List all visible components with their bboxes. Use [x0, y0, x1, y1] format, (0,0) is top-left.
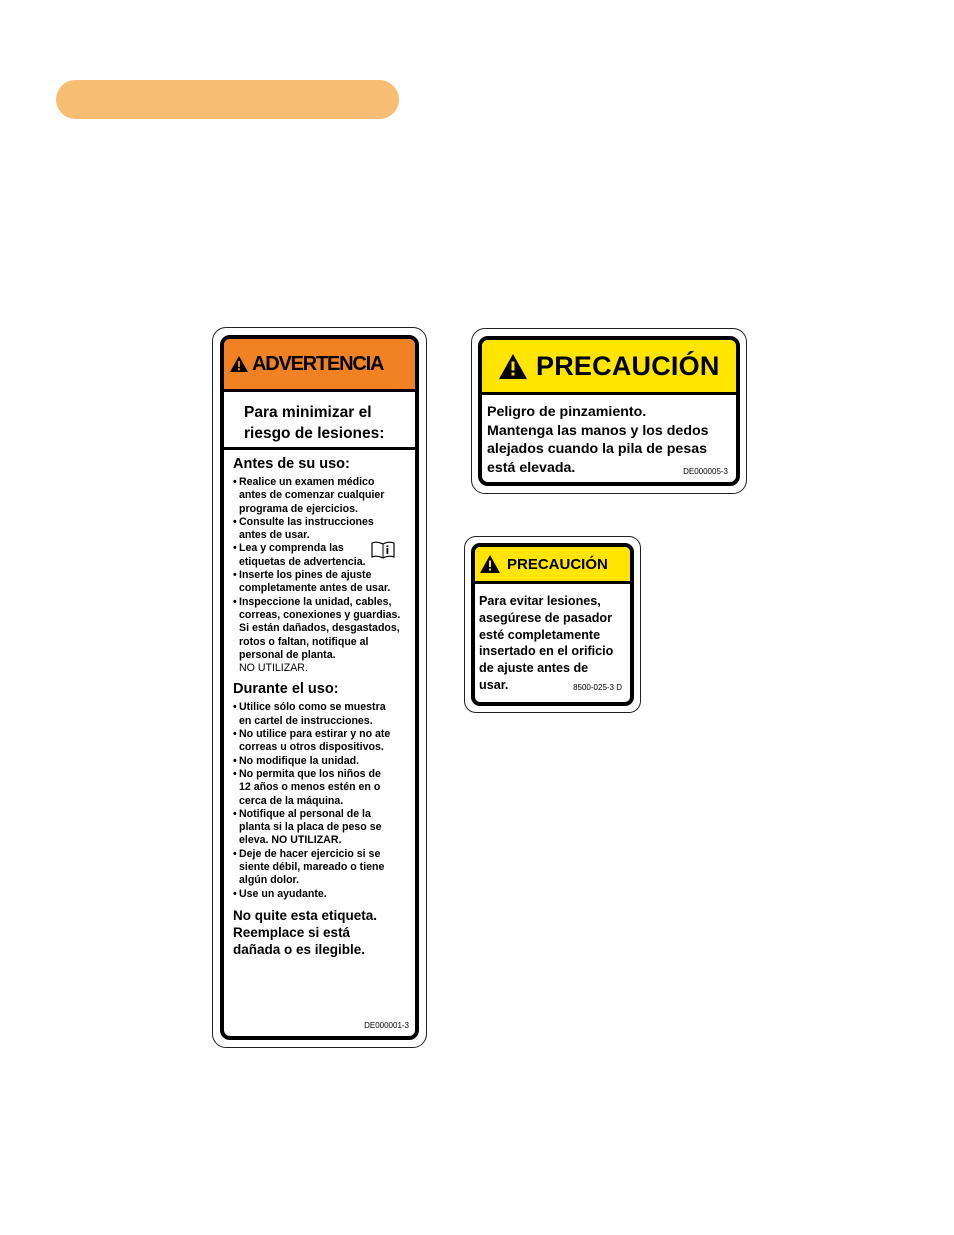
list-item: • No modifique la unidad. — [233, 754, 360, 767]
list-item: • Utilice sólo como se muestra — [233, 701, 386, 714]
caution-small-body — [475, 584, 630, 694]
during-use-list — [233, 701, 405, 900]
caution-label-small-frame — [471, 543, 634, 706]
list-item: antes de usar. — [239, 529, 310, 542]
during-use-heading: Durante el uso: — [233, 681, 339, 698]
list-item: • Deje de hacer ejercicio si se — [233, 847, 381, 860]
list-item: cerca de la máquina. — [239, 794, 344, 807]
list-item: personal de planta. — [239, 648, 336, 661]
list-item: en cartel de instrucciones. — [239, 714, 373, 727]
list-item: • Notifique al personal de la — [233, 807, 371, 820]
before-use-list — [233, 476, 405, 675]
caution-text-line: asegúrese de pasador — [479, 610, 612, 625]
warning-label — [212, 327, 427, 1048]
list-item: programa de ejercicios. — [239, 502, 358, 515]
caution-label-large — [471, 328, 747, 494]
list-item: rotos o faltan, notifique al — [239, 635, 369, 648]
warning-subtitle-line: Para minimizar el — [244, 404, 372, 421]
list-item: Si están dañados, desgastados, — [239, 622, 400, 635]
caution-text-line: insertado en el orificio — [479, 644, 614, 659]
list-item: correas u otros dispositivos. — [239, 741, 384, 754]
list-item: antes de comenzar cualquier — [239, 489, 385, 502]
warning-label-frame — [220, 335, 419, 1040]
caution-text-line: está elevada. — [487, 459, 576, 476]
warning-triangle-icon — [229, 355, 249, 373]
list-item: 12 años o menos estén en o — [239, 781, 381, 794]
caution-title: PRECAUCIÓN — [536, 350, 720, 381]
list-item: algún dolor. — [239, 874, 300, 887]
warning-footer-line: No quite esta etiqueta. — [233, 907, 378, 923]
caution-text-line: Para evitar lesiones, — [479, 594, 601, 608]
caution-label-large-frame — [478, 336, 740, 486]
list-item: • Inserte los pines de ajuste — [233, 569, 372, 582]
caution-text-line: Mantenga las manos y los dedos — [487, 422, 709, 439]
caution-small-code: 8500-025-3 D — [573, 683, 622, 692]
caution-text-line: alejados cuando la pila de pesas — [487, 441, 707, 457]
list-item: etiquetas de advertencia. — [239, 555, 366, 568]
caution-title: PRECAUCIÓN — [507, 555, 608, 573]
list-item: NO UTILIZAR. — [239, 662, 308, 675]
list-item: • Realice un examen médico — [233, 476, 375, 488]
warning-subtitle — [224, 392, 415, 450]
list-item: • No permita que los niños de — [233, 767, 381, 780]
list-item: completamente antes de usar. — [239, 582, 391, 595]
list-item: siente débil, mareado o tiene — [239, 861, 385, 874]
section-tab-pill — [56, 80, 399, 119]
warning-footer-line: dañada o es ilegible. — [233, 941, 366, 957]
list-item: • Consulte las instrucciones — [233, 515, 374, 528]
warning-footer-line: Reemplace si está — [233, 924, 351, 940]
warning-footer — [233, 907, 405, 958]
caution-label-small — [464, 536, 641, 713]
caution-text-line: usar. — [479, 677, 509, 692]
list-item: • Use un ayudante. — [233, 887, 327, 900]
list-item: • Lea y comprenda las — [233, 542, 405, 555]
list-item: eleva. NO UTILIZAR. — [239, 834, 342, 847]
list-item: correas, conexiones y guardias. — [239, 608, 401, 621]
list-item: planta si la placa de peso se — [239, 821, 382, 834]
list-item: • Inspeccione la unidad, cables, — [233, 595, 392, 608]
warning-body — [224, 450, 415, 958]
caution-large-code: DE000005-3 — [683, 467, 728, 476]
caution-text-line: esté completamente — [479, 627, 601, 642]
caution-large-body — [482, 395, 736, 477]
warning-triangle-icon — [498, 353, 528, 380]
warning-title: ADVERTENCIA — [252, 352, 384, 375]
before-use-heading: Antes de su uso: — [233, 456, 350, 472]
caution-text-line: de ajuste antes de — [479, 661, 589, 676]
warning-subtitle-line: riesgo de lesiones: — [244, 425, 385, 442]
caution-header — [475, 547, 630, 584]
warning-triangle-icon — [479, 554, 501, 574]
caution-text-line: Peligro de pinzamiento. — [487, 404, 647, 420]
caution-header — [482, 340, 736, 395]
list-item: • No utilice para estirar y no ate — [233, 728, 391, 741]
warning-label-code: DE000001-3 — [364, 1021, 409, 1030]
warning-header — [224, 339, 415, 392]
